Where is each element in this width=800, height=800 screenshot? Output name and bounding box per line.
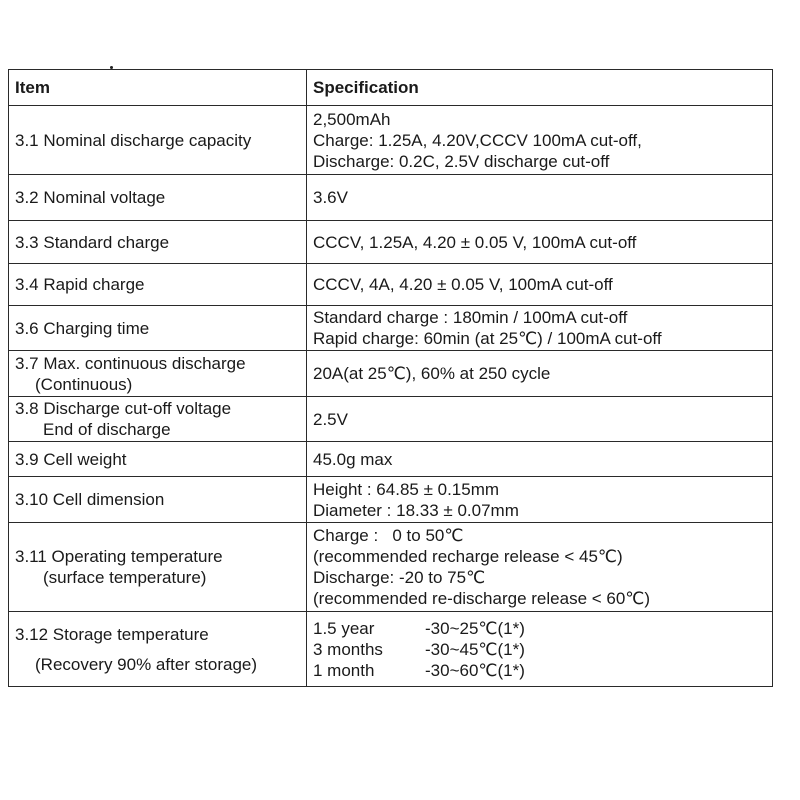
spec-line: Height : 64.85 ± 0.15mm <box>313 479 500 499</box>
storage-period: 3 months <box>313 639 383 659</box>
spec-cell <box>307 306 773 351</box>
item-label: 3.10 Cell dimension <box>15 490 165 509</box>
item-sublabel: (Recovery 90% after storage) <box>35 654 258 674</box>
table-row <box>9 442 773 477</box>
storage-row <box>313 660 766 681</box>
storage-range: -30~60℃(1*) <box>425 660 525 680</box>
spec-line: 2,500mAh <box>313 109 391 129</box>
header-row <box>9 70 773 106</box>
specification-table <box>8 69 773 687</box>
storage-row <box>313 639 766 660</box>
item-label: 3.11 Operating temperature <box>15 547 223 566</box>
spec-cell <box>307 612 773 687</box>
spec-line: Discharge: 0.2C, 2.5V discharge cut-off <box>313 151 610 171</box>
storage-row <box>313 618 766 639</box>
spec-line: 2.5V <box>313 409 348 429</box>
spec-line: CCCV, 1.25A, 4.20 ± 0.05 V, 100mA cut-off <box>313 232 637 252</box>
item-label: 3.6 Charging time <box>15 318 150 338</box>
table-row <box>9 477 773 523</box>
table-row <box>9 175 773 221</box>
item-cell <box>9 397 307 442</box>
item-cell <box>9 221 307 264</box>
item-cell <box>9 523 307 612</box>
item-cell <box>9 351 307 397</box>
spec-line: Discharge: -20 to 75℃ <box>313 568 486 587</box>
spec-cell <box>307 477 773 523</box>
spec-line: 3.6V <box>313 188 348 207</box>
spec-line: (recommended re-discharge release < 60℃) <box>313 589 651 608</box>
spec-line: CCCV, 4A, 4.20 ± 0.05 V, 100mA cut-off <box>313 275 613 294</box>
storage-range: -30~25℃(1*) <box>425 618 525 638</box>
table-row <box>9 397 773 442</box>
header-specification: Specification <box>307 70 773 106</box>
spec-cell <box>307 397 773 442</box>
spec-cell <box>307 351 773 397</box>
spec-line: Charge : 0 to 50℃ <box>313 526 464 545</box>
item-cell <box>9 264 307 306</box>
item-label: 3.9 Cell weight <box>15 449 127 469</box>
item-label: 3.1 Nominal discharge capacity <box>15 130 252 150</box>
table-row <box>9 106 773 175</box>
spec-line: Charge: 1.25A, 4.20V,CCCV 100mA cut-off, <box>313 130 642 150</box>
spec-line: 20A(at 25℃), 60% at 250 cycle <box>313 364 551 383</box>
spec-line: 45.0g max <box>313 449 393 469</box>
table-row <box>9 351 773 397</box>
item-label: 3.3 Standard charge <box>15 232 170 252</box>
item-cell <box>9 442 307 477</box>
item-cell <box>9 175 307 221</box>
storage-range: -30~45℃(1*) <box>425 639 525 659</box>
spec-cell <box>307 221 773 264</box>
item-label: 3.4 Rapid charge <box>15 275 145 294</box>
item-cell <box>9 306 307 351</box>
spec-cell <box>307 442 773 477</box>
header-item: Item <box>9 70 307 106</box>
item-cell <box>9 477 307 523</box>
table-row <box>9 523 773 612</box>
spec-line: Standard charge : 180min / 100mA cut-off <box>313 308 628 327</box>
item-cell <box>9 106 307 175</box>
storage-period: 1 month <box>313 660 375 680</box>
spec-cell <box>307 264 773 306</box>
item-sublabel: (Continuous) <box>35 374 133 394</box>
spec-cell <box>307 175 773 221</box>
spec-cell <box>307 106 773 175</box>
item-label: 3.2 Nominal voltage <box>15 188 166 207</box>
spec-cell <box>307 523 773 612</box>
table-row <box>9 221 773 264</box>
table-row <box>9 264 773 306</box>
table-row <box>9 612 773 687</box>
item-sublabel: (surface temperature) <box>43 568 207 587</box>
item-cell <box>9 612 307 687</box>
item-label: 3.12 Storage temperature <box>15 624 209 644</box>
table-row <box>9 306 773 351</box>
spec-line: (recommended recharge release < 45℃) <box>313 547 623 566</box>
item-label: 3.7 Max. continuous discharge <box>15 353 246 373</box>
item-sublabel: End of discharge <box>43 420 171 439</box>
item-label: 3.8 Discharge cut-off voltage <box>15 399 232 418</box>
spec-line: Diameter : 18.33 ± 0.07mm <box>313 500 519 520</box>
storage-period: 1.5 year <box>313 618 375 638</box>
spec-line: Rapid charge: 60min (at 25℃) / 100mA cut-off <box>313 329 662 348</box>
